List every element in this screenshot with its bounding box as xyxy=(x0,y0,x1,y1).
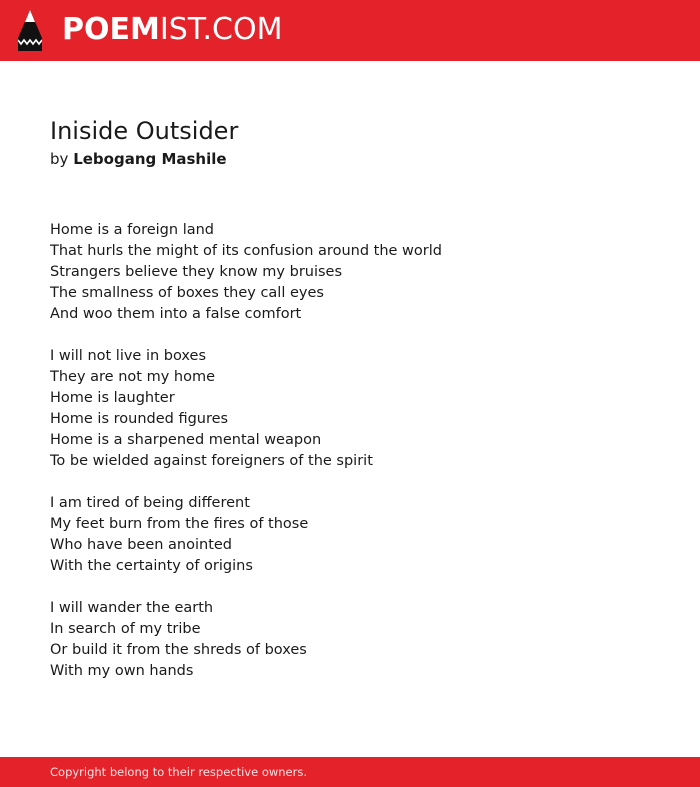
poem-author: Lebogang Mashile xyxy=(73,150,227,168)
poem-line: And woo them into a false comfort xyxy=(50,306,302,322)
stanza-4 xyxy=(50,598,670,682)
poem-title: Iniside Outsider xyxy=(50,117,239,145)
poem-content xyxy=(50,114,670,703)
logo-light-text: IST.COM xyxy=(159,12,283,47)
poem-line: With the certainty of origins xyxy=(50,558,253,574)
poem-line: They are not my home xyxy=(50,369,215,385)
poem-byline xyxy=(50,148,670,170)
byline-prefix: by xyxy=(50,150,69,168)
poem-line: Or build it from the shreds of boxes xyxy=(50,642,307,658)
stanza-1 xyxy=(50,220,670,325)
poem-line: The smallness of boxes they call eyes xyxy=(50,285,324,301)
site-footer xyxy=(0,757,700,787)
poem-line: Home is a foreign land xyxy=(50,222,214,238)
poem-line: With my own hands xyxy=(50,663,194,679)
poem-body xyxy=(50,220,670,682)
poem-line: Who have been anointed xyxy=(50,537,233,553)
poem-line: My feet burn from the fires of those xyxy=(50,516,309,532)
poem-line: I will wander the earth xyxy=(50,600,214,616)
poem-line: I am tired of being different xyxy=(50,495,250,511)
poem-line: Strangers believe they know my bruises xyxy=(50,264,343,280)
poem-line: Home is a sharpened mental weapon xyxy=(50,432,322,448)
site-header xyxy=(0,0,700,61)
poem-line: To be wielded against foreigners of the spirit xyxy=(50,453,373,469)
poem-line: In search of my tribe xyxy=(50,621,201,637)
site-logo[interactable] xyxy=(62,12,282,48)
pencil-logo-icon[interactable] xyxy=(18,10,42,51)
poem-line: Home is rounded figures xyxy=(50,411,229,427)
poem-line: That hurls the might of its confusion around the world xyxy=(50,243,442,259)
copyright-text: Copyright belong to their respective owners. xyxy=(50,765,308,779)
poem-line: I will not live in boxes xyxy=(50,348,207,364)
logo-bold-text: POEM xyxy=(62,12,160,47)
stanza-3 xyxy=(50,493,670,577)
poem-line: Home is laughter xyxy=(50,390,175,406)
stanza-2 xyxy=(50,346,670,472)
